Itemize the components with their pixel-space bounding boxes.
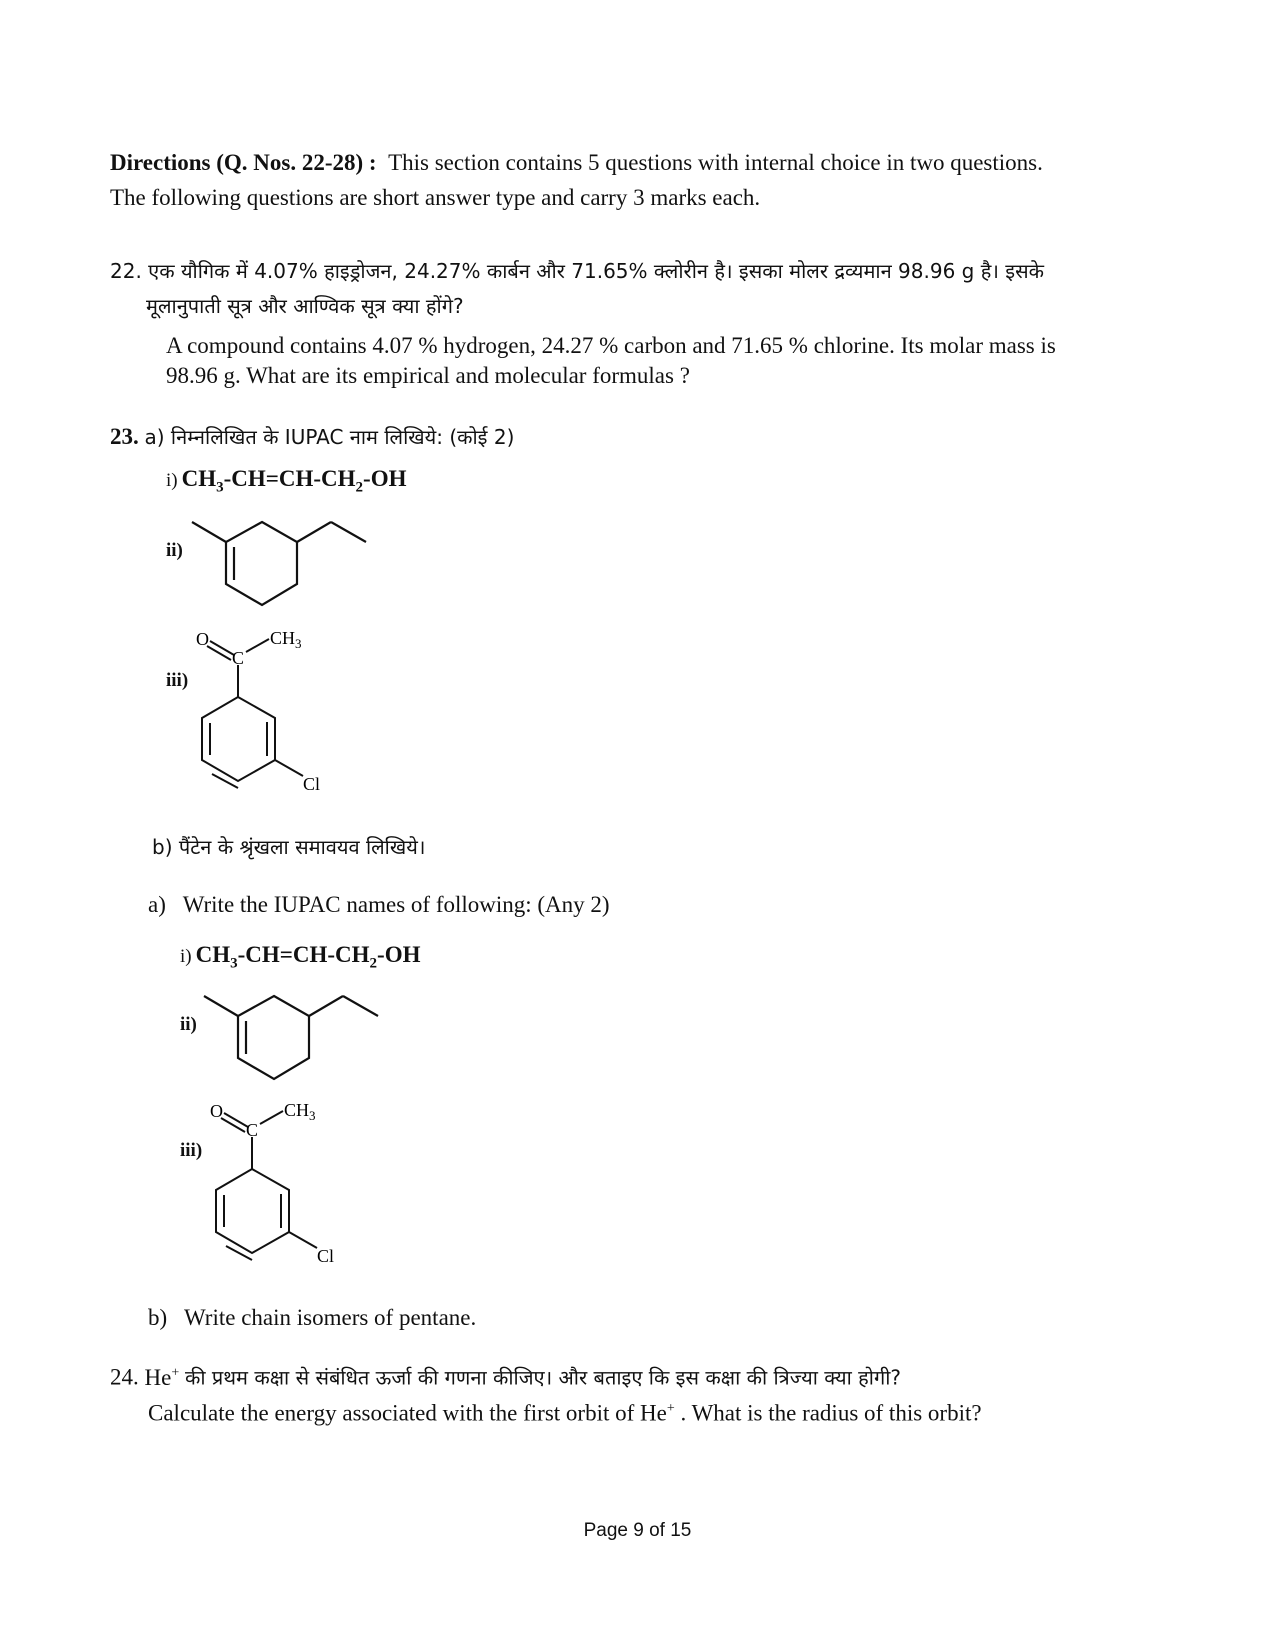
item-label-ii: ii)	[180, 1014, 197, 1035]
chloroacetophenone-structure	[190, 622, 340, 810]
part-a-label: a)	[148, 892, 166, 917]
helium-ion: He+	[144, 1364, 180, 1390]
q23-hindi-part-a: a) निम्नलिखित के IUPAC नाम लिखिये: (कोई 2)	[144, 425, 515, 449]
chloroacetophenone-structure	[204, 1094, 354, 1282]
page-number: Page 9 of 15	[583, 1520, 692, 1541]
q23-english-part-b	[148, 1301, 476, 1335]
oxygen-atom-label: O	[210, 1101, 223, 1121]
q24-hindi-text: की प्रथम कक्षा से संबंधित ऊर्जा की गणना कीजिए। और बताइए कि इस कक्षा की त्रिज्या क्या होगी?	[184, 1365, 901, 1390]
ethyl-methylcyclohexene-structure	[180, 510, 390, 620]
item-label-iii: iii)	[180, 1140, 203, 1161]
ethyl-methylcyclohexene-structure	[192, 984, 402, 1094]
q23-en-item-i	[180, 942, 421, 973]
q22-hindi-line1: 22. एक यौगिक में 4.07% हाइड्रोजन, 24.27% कार्बन और 71.65% क्लोरीन है। इसका मोलर द्रव्यमान 98.96 g है। इसके	[110, 259, 1044, 283]
oxygen-atom-label: O	[196, 629, 209, 649]
part-a-text: Write the IUPAC names of following: (Any 2)	[182, 892, 610, 917]
directions-text-2: The following questions are short answer type and carry 3 marks each.	[110, 185, 761, 210]
part-b-label: b)	[148, 1305, 168, 1330]
q24-english-line: Calculate the energy associated with the first orbit of He+ . What is the radius of this orbit?	[148, 1400, 982, 1426]
chlorine-atom-label: Cl	[317, 1246, 335, 1266]
item-label-i: i)	[180, 946, 192, 967]
q23-english-part-a	[148, 888, 610, 922]
chemical-formula: $CH_3-CH=CH-CH_2-OH$	[195, 942, 421, 972]
q23-number: 23.	[110, 424, 139, 449]
q23-hindi-part-b: b) पैंटेन के श्रृंखला समावयव लिखिये।	[152, 835, 426, 859]
carbon-atom-label: C	[232, 648, 245, 668]
item-label-ii: ii)	[166, 540, 183, 561]
methyl-group-label: $CH_3$	[270, 628, 302, 651]
chlorine-atom-label: Cl	[303, 774, 321, 794]
methyl-group-label: $CH_3$	[284, 1100, 316, 1123]
q22-english-line1: A compound contains 4.07 % hydrogen, 24.27 % carbon and 71.65 % chlorine. Its molar mass is	[166, 333, 1056, 358]
part-b-text: Write chain isomers of pentane.	[184, 1305, 477, 1330]
q23-heading	[110, 420, 514, 454]
q22-hindi-line2: मूलानुपाती सूत्र और आण्विक सूत्र क्या होंगे?	[146, 294, 464, 318]
item-label-i: i)	[166, 470, 178, 491]
item-label-iii: iii)	[166, 670, 189, 691]
carbon-atom-label: C	[246, 1120, 259, 1140]
q22-english-line2: 98.96 g. What are its empirical and molecular formulas ?	[166, 363, 690, 388]
q24-hindi-line	[110, 1356, 901, 1395]
directions-label: Directions (Q. Nos. 22-28) :	[110, 150, 377, 175]
directions-line1	[110, 146, 1043, 180]
chemical-formula: $CH_3-CH=CH-CH_2-OH$	[181, 466, 407, 496]
q23-hi-item-i	[166, 466, 407, 497]
directions-text-1: This section contains 5 questions with internal choice in two questions.	[388, 150, 1043, 175]
q24-number: 24.	[110, 1364, 139, 1390]
